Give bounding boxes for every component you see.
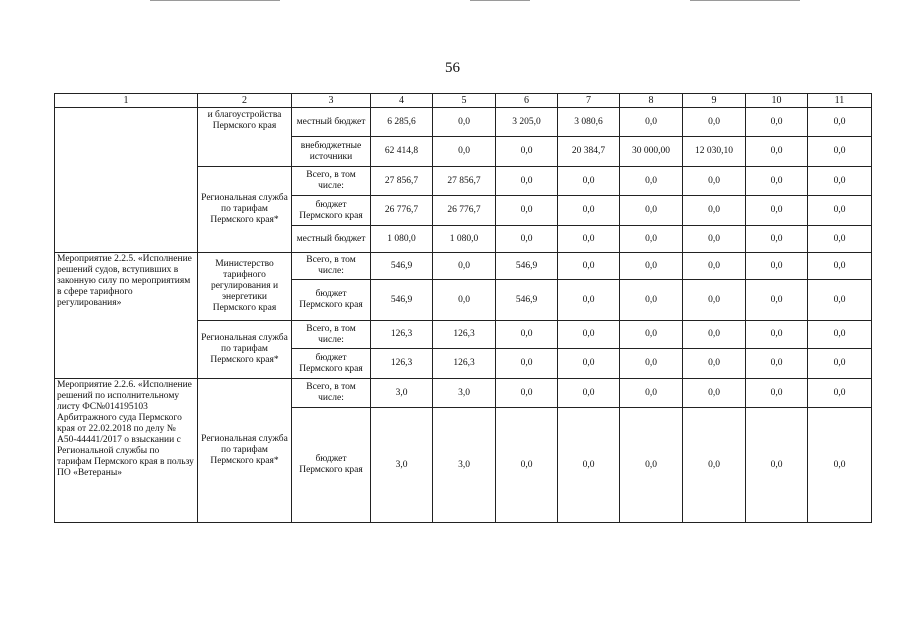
value-cell: 0,0 bbox=[683, 280, 746, 321]
measure-continued-cell bbox=[55, 108, 198, 253]
col-header: 11 bbox=[808, 94, 872, 108]
value-cell: 0,0 bbox=[808, 137, 872, 167]
value-cell: 30 000,00 bbox=[620, 137, 683, 167]
value-cell: 126,3 bbox=[433, 321, 496, 349]
value-cell: 0,0 bbox=[558, 226, 620, 253]
value-cell: 0,0 bbox=[808, 349, 872, 379]
col-header: 7 bbox=[558, 94, 620, 108]
funding-source-cell: местный бюджет bbox=[292, 108, 371, 137]
funding-source-cell: Всего, в том числе: bbox=[292, 379, 371, 408]
value-cell: 0,0 bbox=[808, 321, 872, 349]
value-cell: 3 205,0 bbox=[496, 108, 558, 137]
value-cell: 0,0 bbox=[496, 408, 558, 523]
value-cell: 0,0 bbox=[746, 137, 808, 167]
value-cell: 0,0 bbox=[683, 321, 746, 349]
value-cell: 0,0 bbox=[746, 379, 808, 408]
value-cell: 546,9 bbox=[371, 280, 433, 321]
financing-table bbox=[54, 93, 872, 523]
value-cell: 0,0 bbox=[808, 226, 872, 253]
value-cell: 0,0 bbox=[746, 108, 808, 137]
value-cell: 0,0 bbox=[746, 167, 808, 196]
col-header: 6 bbox=[496, 94, 558, 108]
table-row bbox=[55, 253, 872, 280]
value-cell: 27 856,7 bbox=[371, 167, 433, 196]
value-cell: 0,0 bbox=[808, 196, 872, 226]
measure-2-2-5-cell: Мероприятие 2.2.5. «Исполнение решений судов, вступивших в законную силу по мероприятиям в сфере тарифного регулирования» bbox=[55, 253, 198, 379]
value-cell: 0,0 bbox=[808, 108, 872, 137]
value-cell: 126,3 bbox=[371, 321, 433, 349]
value-cell: 0,0 bbox=[746, 253, 808, 280]
value-cell: 0,0 bbox=[620, 196, 683, 226]
value-cell: 0,0 bbox=[620, 280, 683, 321]
value-cell: 0,0 bbox=[746, 226, 808, 253]
value-cell: 0,0 bbox=[496, 137, 558, 167]
executor-cell: и благоустройства Пермского края bbox=[198, 108, 292, 167]
value-cell: 27 856,7 bbox=[433, 167, 496, 196]
col-header: 4 bbox=[371, 94, 433, 108]
col-header: 2 bbox=[198, 94, 292, 108]
table-row bbox=[55, 379, 872, 408]
value-cell: 0,0 bbox=[620, 108, 683, 137]
value-cell: 26 776,7 bbox=[433, 196, 496, 226]
col-header: 1 bbox=[55, 94, 198, 108]
value-cell: 0,0 bbox=[808, 167, 872, 196]
funding-source-cell: внебюджетные источники bbox=[292, 137, 371, 167]
value-cell: 0,0 bbox=[683, 408, 746, 523]
value-cell: 0,0 bbox=[558, 253, 620, 280]
funding-source-cell: бюджет Пермского края bbox=[292, 196, 371, 226]
value-cell: 0,0 bbox=[620, 226, 683, 253]
value-cell: 0,0 bbox=[683, 196, 746, 226]
executor-cell: Министерство тарифного регулирования и энергетики Пермского края bbox=[198, 253, 292, 321]
value-cell: 0,0 bbox=[746, 321, 808, 349]
scan-edge-mark bbox=[470, 0, 530, 1]
col-header: 9 bbox=[683, 94, 746, 108]
header-row bbox=[55, 94, 872, 108]
measure-2-2-6-cell: Мероприятие 2.2.6. «Исполнение решений по исполнительному листу ФС№014195103 Арбитражного суда Пермского края от 22.02.2018 по делу № А50-44441/2017 о взыскании с Региональной службы по тарифам Пермского края в пользу ПО «Ветераны» bbox=[55, 379, 198, 523]
value-cell: 546,9 bbox=[496, 253, 558, 280]
col-header: 10 bbox=[746, 94, 808, 108]
value-cell: 0,0 bbox=[496, 379, 558, 408]
col-header: 8 bbox=[620, 94, 683, 108]
value-cell: 0,0 bbox=[558, 408, 620, 523]
value-cell: 126,3 bbox=[371, 349, 433, 379]
value-cell: 0,0 bbox=[433, 280, 496, 321]
value-cell: 1 080,0 bbox=[433, 226, 496, 253]
value-cell: 3,0 bbox=[433, 379, 496, 408]
funding-source-cell: бюджет Пермского края bbox=[292, 280, 371, 321]
value-cell: 0,0 bbox=[746, 196, 808, 226]
scan-edge-mark bbox=[690, 0, 800, 1]
value-cell: 0,0 bbox=[496, 196, 558, 226]
value-cell: 0,0 bbox=[683, 226, 746, 253]
value-cell: 62 414,8 bbox=[371, 137, 433, 167]
value-cell: 0,0 bbox=[558, 280, 620, 321]
value-cell: 0,0 bbox=[808, 379, 872, 408]
funding-source-cell: Всего, в том числе: bbox=[292, 321, 371, 349]
value-cell: 0,0 bbox=[620, 379, 683, 408]
value-cell: 0,0 bbox=[620, 321, 683, 349]
value-cell: 0,0 bbox=[620, 408, 683, 523]
value-cell: 0,0 bbox=[496, 226, 558, 253]
value-cell: 0,0 bbox=[558, 167, 620, 196]
value-cell: 1 080,0 bbox=[371, 226, 433, 253]
value-cell: 3,0 bbox=[433, 408, 496, 523]
value-cell: 0,0 bbox=[433, 108, 496, 137]
value-cell: 0,0 bbox=[496, 349, 558, 379]
executor-cell: Региональная служба по тарифам Пермского края* bbox=[198, 379, 292, 523]
value-cell: 0,0 bbox=[746, 280, 808, 321]
page-number: 56 bbox=[445, 60, 460, 76]
table-row bbox=[55, 108, 872, 137]
value-cell: 0,0 bbox=[746, 349, 808, 379]
col-header: 5 bbox=[433, 94, 496, 108]
funding-source-cell: местный бюджет bbox=[292, 226, 371, 253]
value-cell: 0,0 bbox=[496, 321, 558, 349]
value-cell: 0,0 bbox=[683, 349, 746, 379]
value-cell: 3,0 bbox=[371, 379, 433, 408]
value-cell: 0,0 bbox=[808, 253, 872, 280]
value-cell: 0,0 bbox=[496, 167, 558, 196]
value-cell: 0,0 bbox=[620, 167, 683, 196]
value-cell: 0,0 bbox=[683, 379, 746, 408]
value-cell: 20 384,7 bbox=[558, 137, 620, 167]
value-cell: 3 080,6 bbox=[558, 108, 620, 137]
value-cell: 0,0 bbox=[558, 196, 620, 226]
value-cell: 546,9 bbox=[371, 253, 433, 280]
funding-source-cell: бюджет Пермского края bbox=[292, 349, 371, 379]
col-header: 3 bbox=[292, 94, 371, 108]
value-cell: 0,0 bbox=[558, 321, 620, 349]
value-cell: 12 030,10 bbox=[683, 137, 746, 167]
value-cell: 126,3 bbox=[433, 349, 496, 379]
executor-cell: Региональная служба по тарифам Пермского края* bbox=[198, 167, 292, 253]
funding-source-cell: Всего, в том числе: bbox=[292, 253, 371, 280]
value-cell: 0,0 bbox=[808, 280, 872, 321]
value-cell: 0,0 bbox=[746, 408, 808, 523]
funding-source-cell: бюджет Пермского края bbox=[292, 408, 371, 523]
value-cell: 0,0 bbox=[558, 349, 620, 379]
value-cell: 0,0 bbox=[433, 137, 496, 167]
value-cell: 0,0 bbox=[558, 379, 620, 408]
value-cell: 3,0 bbox=[371, 408, 433, 523]
scan-edge-mark bbox=[150, 0, 280, 1]
value-cell: 26 776,7 bbox=[371, 196, 433, 226]
value-cell: 6 285,6 bbox=[371, 108, 433, 137]
executor-cell: Региональная служба по тарифам Пермского края* bbox=[198, 321, 292, 379]
value-cell: 0,0 bbox=[683, 108, 746, 137]
value-cell: 0,0 bbox=[808, 408, 872, 523]
funding-source-cell: Всего, в том числе: bbox=[292, 167, 371, 196]
value-cell: 0,0 bbox=[683, 253, 746, 280]
value-cell: 0,0 bbox=[620, 253, 683, 280]
value-cell: 546,9 bbox=[496, 280, 558, 321]
value-cell: 0,0 bbox=[433, 253, 496, 280]
value-cell: 0,0 bbox=[683, 167, 746, 196]
value-cell: 0,0 bbox=[620, 349, 683, 379]
